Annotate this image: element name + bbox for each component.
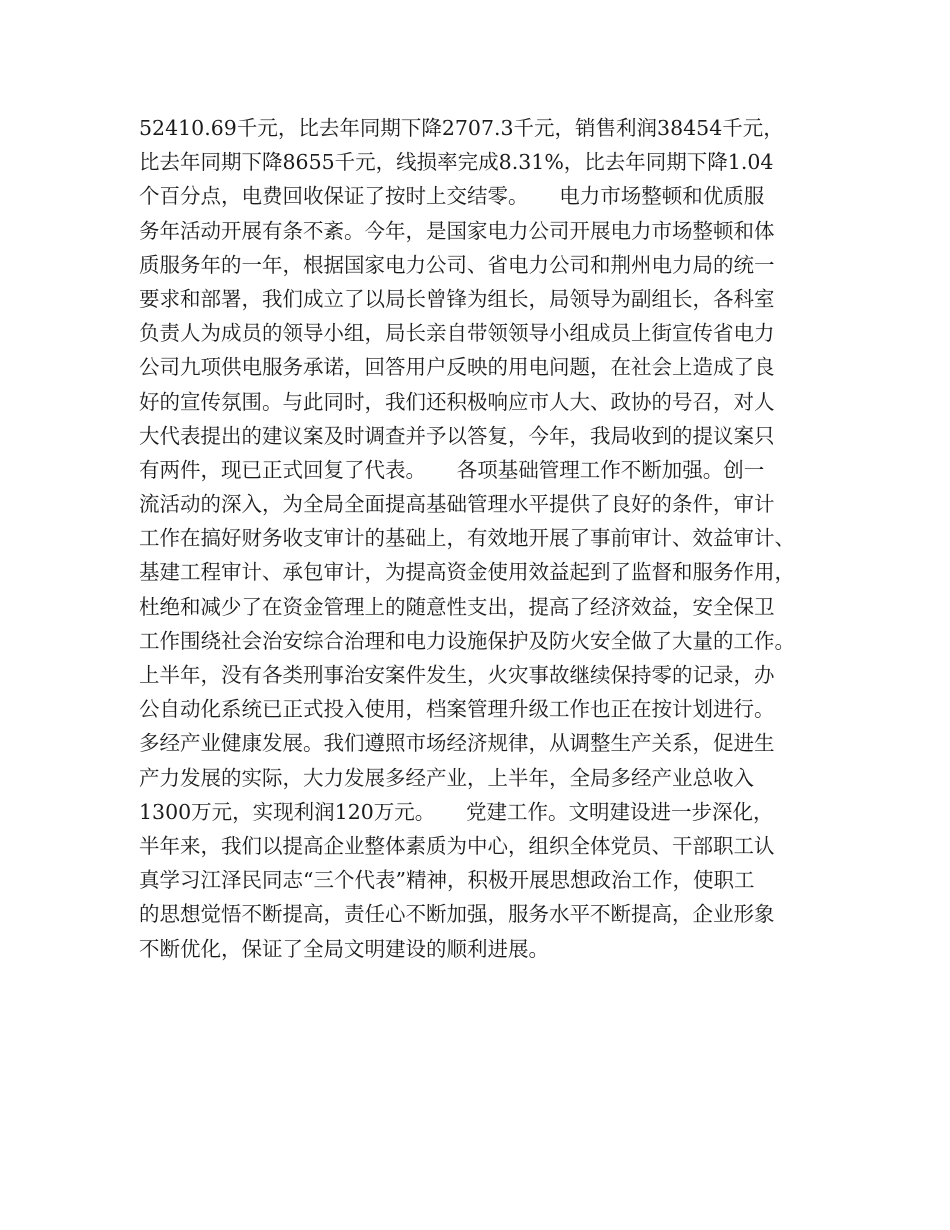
text-line: 要求和部署，我们成立了以局长曾锋为组长，局领导为副组长，各科室 [139, 286, 775, 311]
text-line: 产力发展的实际，大力发展多经产业，上半年，全局多经产业总收入 [139, 765, 754, 790]
text-line: 负责人为成员的领导小组，局长亲自带领领导小组成员上街宣传省电力 [139, 321, 775, 346]
text-line: 流活动的深入，为全局全面提高基础管理水平提供了良好的条件，审计 [139, 492, 775, 517]
text-line: 的思想觉悟不断提高，责任心不断加强，服务水平不断提高，企业形象 [139, 902, 775, 927]
text-line: 不断优化，保证了全局文明建设的顺利进展。 [139, 936, 549, 961]
text-line: 半年来，我们以提高企业整体素质为中心，组织全体党员、干部职工认 [139, 833, 775, 858]
text-line: 工作在搞好财务收支审计的基础上，有效地开展了事前审计、效益审计、 [139, 526, 795, 551]
text-line: 质服务年的一年，根据国家电力公司、省电力公司和荆州电力局的统一 [139, 252, 775, 277]
text-line: 比去年同期下降8655千元，线损率完成8.31%，比去年同期下降1.04 [139, 150, 774, 175]
text-line: 务年活动开展有条不紊。今年，是国家电力公司开展电力市场整顿和体 [139, 218, 775, 243]
body-text [139, 111, 839, 966]
text-line: 多经产业健康发展。我们遵照市场经济规律，从调整生产关系，促进生 [139, 731, 775, 756]
text-line: 好的宣传氛围。与此同时，我们还积极响应市人大、政协的号召，对人 [139, 389, 775, 414]
text-line: 基建工程审计、承包审计，为提高资金使用效益起到了监督和服务作用， [139, 560, 795, 585]
text-line: 工作围绕社会治安综合治理和电力设施保护及防火安全做了大量的工作。 [139, 628, 795, 653]
text-line: 大代表提出的建议案及时调查并予以答复，今年，我局收到的提议案只 [139, 423, 775, 448]
text-line: 公司九项供电服务承诺，回答用户反映的用电问题，在社会上造成了良 [139, 355, 775, 380]
text-line: 杜绝和减少了在资金管理上的随意性支出，提高了经济效益，安全保卫 [139, 594, 775, 619]
text-line: 上半年，没有各类刑事治安案件发生，火灾事故继续保持零的记录，办 [139, 663, 775, 687]
text-line: 1300万元，实现利润120万元。 党建工作。文明建设进一步深化， [139, 799, 774, 824]
text-line: 公自动化系统已正式投入使用，档案管理升级工作也正在按计划进行。 [139, 697, 775, 722]
text-line: 有两件，现已正式回复了代表。 各项基础管理工作不断加强。创一 [139, 457, 765, 482]
text-line: 个百分点，电费回收保证了按时上交结零。 电力市场整顿和优质服 [139, 184, 765, 209]
text-line: 真学习江泽民同志“三个代表”精神，积极开展思想政治工作，使职工 [139, 868, 755, 893]
text-line: 52410.69千元，比去年同期下降2707.3千元，销售利润38454千元， [139, 116, 784, 140]
